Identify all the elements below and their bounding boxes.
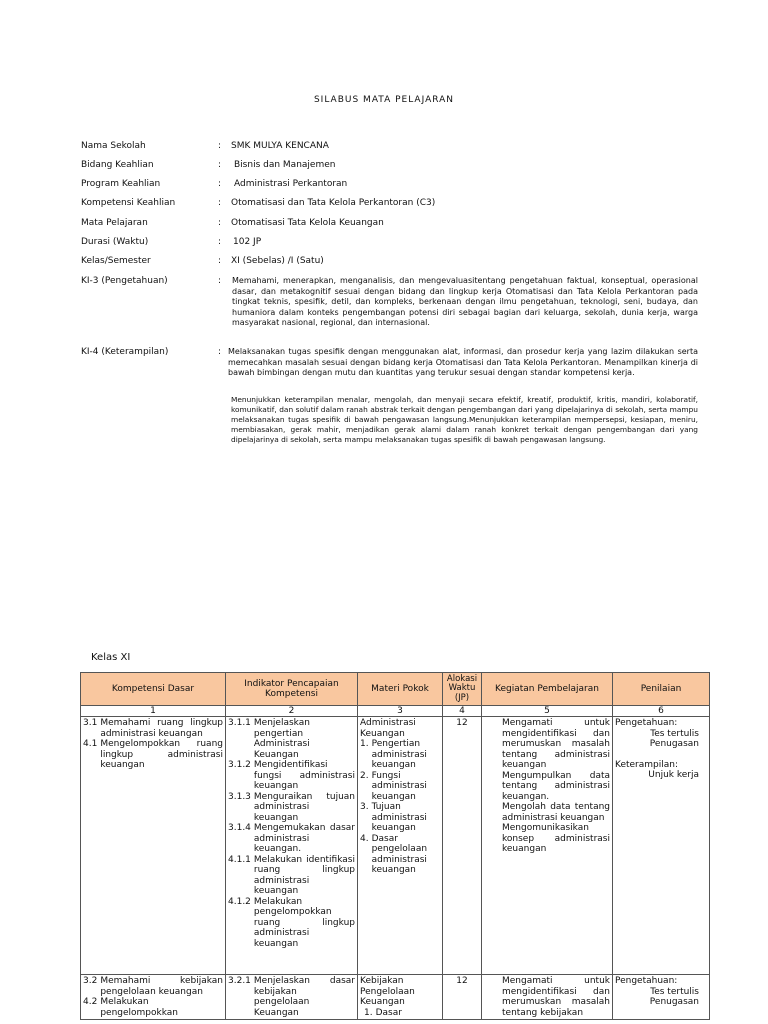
ipk-text: Mengemukakan dasar administrasi keuangan. bbox=[253, 823, 355, 854]
penilaian-value: Penugasan bbox=[649, 739, 699, 749]
header-kompetensi-dasar: Kompetensi Dasar bbox=[81, 673, 226, 706]
page-title: SILABUS MATA PELAJARAN bbox=[313, 95, 455, 105]
ipk-number: 3.1.1 bbox=[228, 718, 251, 728]
col-number: 2 bbox=[226, 706, 358, 717]
penilaian-value: Tes tertulis bbox=[650, 728, 699, 739]
kegiatan-cell bbox=[482, 717, 613, 975]
kegiatan-item: Mengomunikasikan konsep administrasi keuangan bbox=[502, 823, 610, 854]
list-item bbox=[228, 855, 355, 897]
ki3-text: Memahami, menerapkan, menganalisis, dan mengevaluasitentang pengetahuan faktual, konseptual, operasional dasar, dan metakognitif sesuai dengan bidang dan lingkup kerja Otomatisasi dan Tata Kelola Perkantoran pada tingkat teknis, spesifik, detil, dan kompleks, berkenaan dengan ilmu pengetahuan, teknologi, seni, budaya, dan humaniora dalam konteks pengembangan potensi diri sebagai bagian dari keluarga, sekolah, dunia kerja, warga masyarakat nasional, regional, dan internasional. bbox=[232, 276, 698, 327]
ipk-text: Mengidentifikasi fungsi administrasi keuangan bbox=[253, 760, 355, 791]
kegiatan-cell bbox=[482, 975, 613, 1020]
ki4-label: KI-4 (Keterampilan) bbox=[81, 347, 169, 357]
kd-number: 4.2 bbox=[83, 997, 98, 1007]
info-colon: : bbox=[218, 276, 222, 286]
info-colon: : bbox=[218, 347, 222, 357]
info-label: Bidang Keahlian bbox=[81, 160, 154, 170]
ipk-text: Melakukan identifikasi ruang lingkup administrasi keuangan bbox=[253, 854, 355, 896]
penilaian-label: Keterampilan: bbox=[615, 759, 679, 770]
materi-text: Pengertian administrasi keuangan bbox=[371, 739, 427, 770]
header-materi-pokok: Materi Pokok bbox=[358, 673, 443, 706]
header-alokasi-waktu: Alokasi Waktu (JP) bbox=[443, 673, 482, 706]
ipk-number: 3.1.3 bbox=[228, 791, 251, 802]
list-item bbox=[83, 739, 223, 771]
list-item bbox=[364, 1008, 440, 1019]
info-value: 102 JP bbox=[233, 237, 262, 247]
list-item bbox=[360, 771, 440, 803]
info-value: Otomatisasi dan Tata Kelola Perkantoran (C3) bbox=[231, 198, 436, 208]
ipk-text: Menjelaskan pengertian Administrasi Keuangan bbox=[253, 718, 310, 760]
list-item bbox=[228, 792, 355, 824]
col-number: 1 bbox=[81, 706, 226, 717]
materi-title: Administrasi Keuangan bbox=[360, 718, 416, 739]
ipk-number: 4.1.1 bbox=[228, 854, 251, 865]
info-label: Kompetensi Keahlian bbox=[81, 198, 176, 208]
info-colon: : bbox=[218, 141, 222, 151]
list-item bbox=[228, 760, 355, 792]
materi-cell bbox=[358, 717, 443, 975]
list-item bbox=[83, 718, 223, 739]
kegiatan-item: Mengolah data tentang administrasi keuangan bbox=[502, 802, 610, 823]
materi-text: Dasar pengelolaan administrasi keuangan bbox=[371, 833, 428, 875]
kd-cell bbox=[81, 717, 226, 975]
ki4-text: Melaksanakan tugas spesifik dengan menggunakan alat, informasi, dan prosedur kerja yang lazim dilakukan serta memecahkan masalah sesuai dengan bidang kerja Otomatisasi dan Tata Kelola Perkantoran. Menampilkan kinerja di bawah bimbingan dengan mutu dan kuantitas yang terukur sesuai dengan standar kompetensi kerja. bbox=[228, 347, 698, 377]
materi-number: 1. bbox=[360, 739, 369, 749]
kd-text: Melakukan pengelompokkan bbox=[100, 997, 179, 1018]
info-colon: : bbox=[218, 237, 222, 247]
ipk-number: 3.1.4 bbox=[228, 823, 251, 833]
header-indikator: Indikator Pencapaian Kompetensi bbox=[226, 673, 358, 706]
materi-number: 4. bbox=[360, 833, 369, 844]
materi-title: Kebijakan Pengelolaan Keuangan bbox=[360, 976, 415, 1007]
header-penilaian: Penilaian bbox=[613, 673, 710, 706]
materi-text: Tujuan administrasi keuangan bbox=[371, 802, 427, 833]
materi-number: 1. bbox=[364, 1007, 373, 1018]
info-value: XI (Sebelas) /I (Satu) bbox=[231, 256, 324, 266]
materi-cell bbox=[358, 975, 443, 1020]
col-number: 3 bbox=[358, 706, 443, 717]
info-colon: : bbox=[218, 218, 222, 228]
info-label: Program Keahlian bbox=[81, 179, 161, 189]
penilaian-value: Penugasan bbox=[649, 997, 699, 1007]
kd-number: 3.2 bbox=[83, 976, 98, 986]
list-item bbox=[228, 976, 355, 1018]
info-colon: : bbox=[218, 198, 222, 208]
info-value: Otomatisasi Tata Kelola Keuangan bbox=[231, 218, 384, 228]
ipk-text: Melakukan pengelompokkan ruang lingkup administrasi keuangan bbox=[253, 896, 355, 949]
penilaian-cell bbox=[613, 975, 710, 1020]
list-item bbox=[360, 739, 440, 771]
ipk-cell bbox=[226, 975, 358, 1020]
list-item bbox=[228, 718, 355, 760]
ipk-text: Menguraikan tujuan administrasi keuangan bbox=[253, 791, 355, 823]
class-label: Kelas XI bbox=[91, 652, 131, 663]
materi-text: Dasar bbox=[375, 1007, 402, 1018]
materi-number: 3. bbox=[360, 802, 369, 812]
ki4-text-2: Menunjukkan keterampilan menalar, mengolah, dan menyaji secara efektif, kreatif, produktif, kritis, mandiri, kolaboratif, komunikatif, dan solutif dalam ranah abstrak terkait dengan pengembangan dari yang dipelajarinya di sekolah, serta mampu melaksanakan tugas spesifik di bawah pengawasan langsung.Menunjukkan keterampilan mempersepsi, kesiapan, meniru, membiasakan, gerak mahir, menjadikan gerak alami dalam ranah konkret terkait dengan pengembangan dari yang dipelajarinya di sekolah, serta mampu melaksanakan tugas spesifik di bawah pengawasan langsung. bbox=[231, 395, 698, 444]
info-label: Durasi (Waktu) bbox=[81, 237, 149, 247]
col-number: 6 bbox=[613, 706, 710, 717]
kd-number: 4.1 bbox=[83, 739, 98, 749]
penilaian-cell bbox=[613, 717, 710, 975]
info-colon: : bbox=[218, 256, 222, 266]
col-number: 5 bbox=[482, 706, 613, 717]
materi-number: 2. bbox=[360, 770, 369, 781]
ipk-number: 3.1.2 bbox=[228, 760, 251, 770]
penilaian-label: Pengetahuan: bbox=[615, 976, 678, 986]
materi-text: Fungsi administrasi keuangan bbox=[371, 770, 427, 802]
ipk-text: Menjelaskan dasar kebijakan pengelolaan Keuangan bbox=[253, 976, 355, 1018]
list-item bbox=[360, 834, 440, 876]
kegiatan-item: Mengumpulkan data tentang administrasi keuangan. bbox=[502, 770, 610, 802]
kd-text: Memahami ruang lingkup administrasi keuangan bbox=[100, 718, 223, 739]
kd-number: 3.1 bbox=[83, 718, 98, 728]
info-label: Mata Pelajaran bbox=[81, 218, 148, 228]
list-item bbox=[83, 976, 223, 997]
kegiatan-item: Mengamati untuk mengidentifikasi dan merumuskan masalah tentang administrasi keuangan bbox=[502, 718, 610, 770]
list-item bbox=[83, 997, 223, 1018]
info-value: SMK MULYA KENCANA bbox=[231, 141, 329, 151]
kd-text: Memahami kebijakan pengelolaan keuangan bbox=[100, 976, 223, 997]
list-item bbox=[228, 897, 355, 950]
kegiatan-item: Mengamati untuk mengidentifikasi dan merumuskan masalah tentang kebijakan bbox=[502, 976, 610, 1018]
info-colon: : bbox=[218, 160, 222, 170]
ipk-number: 3.2.1 bbox=[228, 976, 251, 986]
info-label: Kelas/Semester bbox=[81, 256, 151, 266]
list-item bbox=[360, 802, 440, 834]
ipk-cell bbox=[226, 717, 358, 975]
syllabus-table bbox=[80, 672, 710, 1020]
kd-cell bbox=[81, 975, 226, 1020]
table-number-row bbox=[81, 706, 710, 717]
info-colon: : bbox=[218, 179, 222, 189]
jp-cell: 12 bbox=[443, 717, 482, 975]
col-number: 4 bbox=[443, 706, 482, 717]
info-label: Nama Sekolah bbox=[81, 141, 146, 151]
penilaian-value: Unjuk kerja bbox=[648, 770, 699, 780]
info-value: Bisnis dan Manajemen bbox=[234, 160, 336, 170]
table-header-row bbox=[81, 673, 710, 706]
ipk-number: 4.1.2 bbox=[228, 896, 251, 907]
table-row bbox=[81, 975, 710, 1020]
jp-cell: 12 bbox=[443, 975, 482, 1020]
table-row bbox=[81, 717, 710, 975]
list-item bbox=[228, 823, 355, 855]
info-value: Administrasi Perkantoran bbox=[234, 179, 348, 189]
penilaian-label: Pengetahuan: bbox=[615, 718, 678, 728]
header-kegiatan: Kegiatan Pembelajaran bbox=[482, 673, 613, 706]
kd-text: Mengelompokkan ruang lingkup administrasi keuangan bbox=[100, 739, 223, 770]
penilaian-value: Tes tertulis bbox=[650, 986, 699, 997]
ki3-label: KI-3 (Pengetahuan) bbox=[81, 276, 168, 286]
